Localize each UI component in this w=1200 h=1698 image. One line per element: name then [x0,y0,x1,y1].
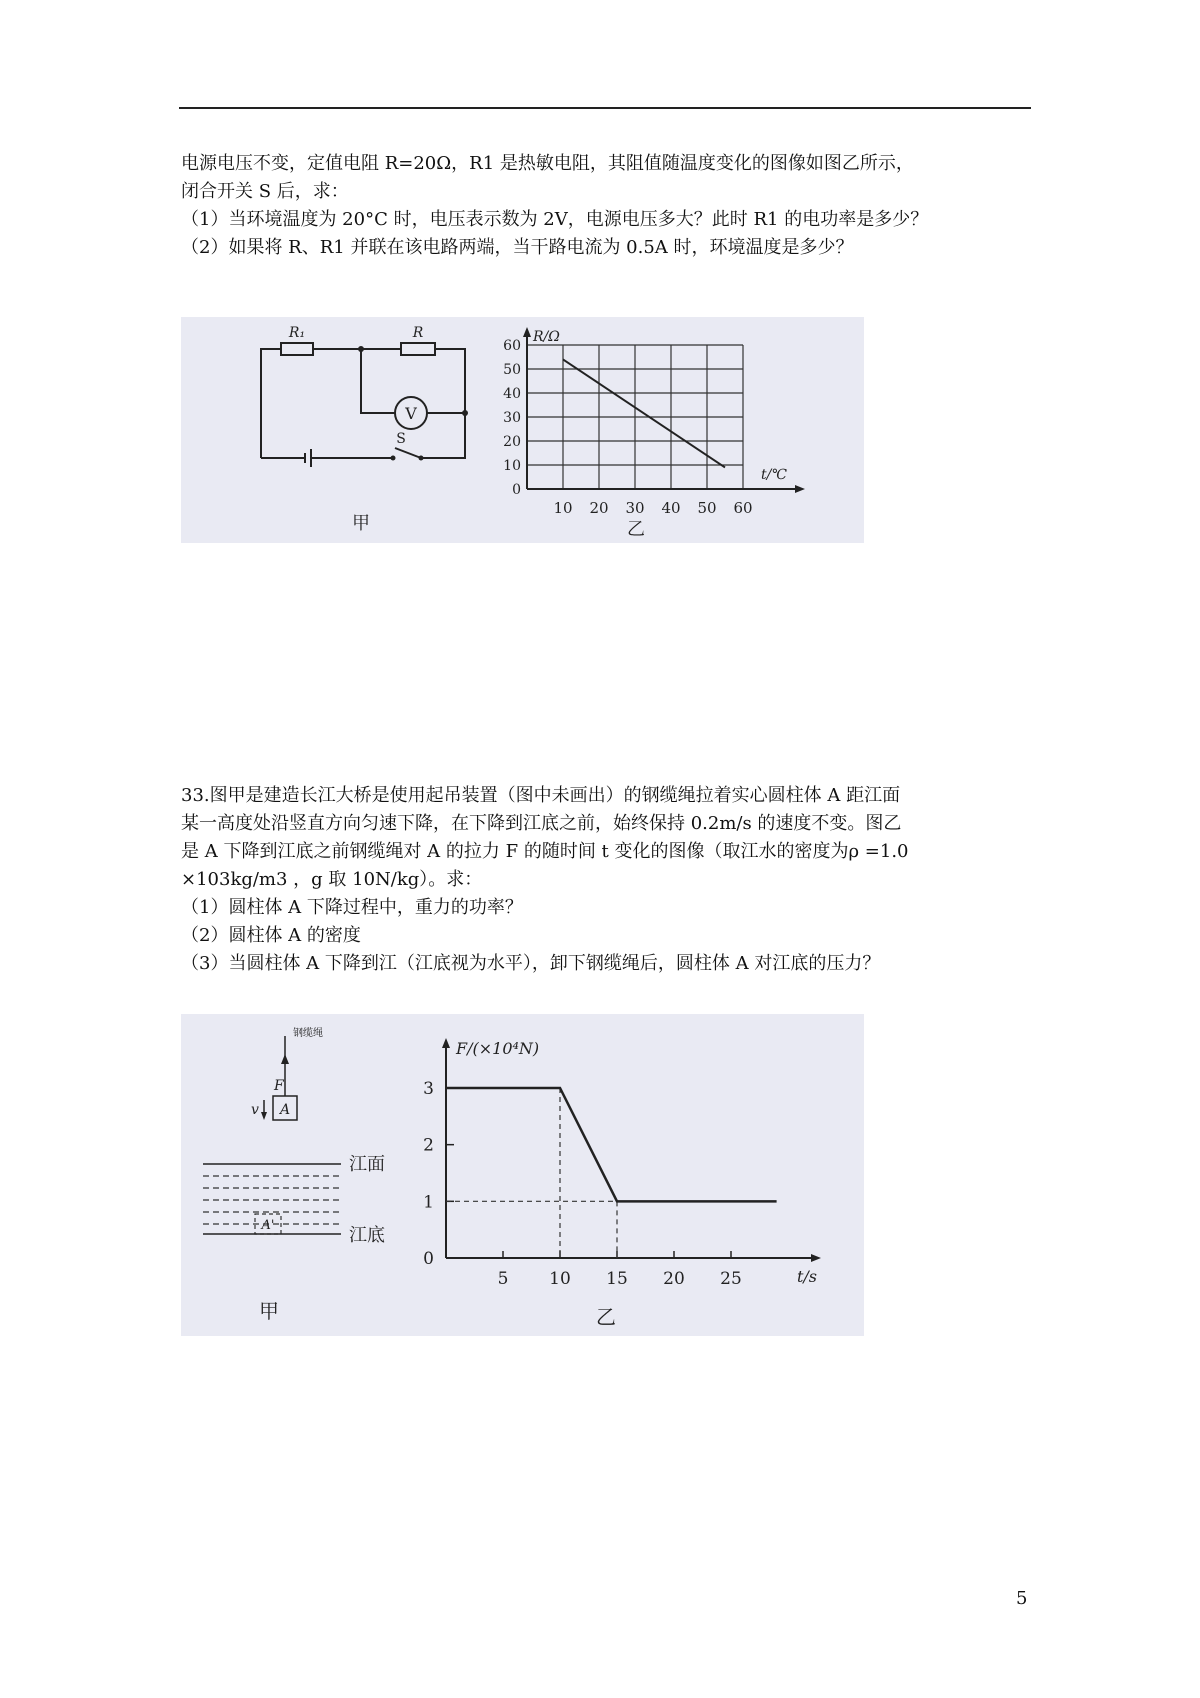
label-voltmeter: V [405,404,417,423]
caption-jia: 甲 [352,513,370,534]
figure-2-svg [181,1014,864,1336]
switch-contact [391,456,396,461]
y-tick-label: 40 [503,386,521,402]
text-line: （2）如果将 R、R1 并联在该电路两端，当干路电流为 0.5A 时，环境温度是多少？ [181,237,854,258]
x-axis-arrow [811,1254,821,1262]
text-line: 电源电压不变，定值电阻 R=20Ω，R1 是热敏电阻，其阻值随温度变化的图像如图乙所示， [181,153,914,174]
x-tick-label: 5 [497,1269,509,1289]
junction [462,410,468,416]
x-tick-labels [553,499,752,517]
x-tick-label: 20 [589,499,609,517]
label-force: F [274,1078,284,1094]
text-line: （3）当圆柱体 A 下降到江（江底视为水平），卸下钢缆绳后，圆柱体 A 对江底的压力？ [181,953,881,974]
x-tick-label: 50 [697,499,717,517]
x-tick-label: 25 [720,1269,742,1289]
y-tick-label: 0 [512,482,521,498]
graph-axes [446,1046,813,1258]
text-line: 33.图甲是建造长江大桥是使用起吊装置（图中未画出）的钢缆绳拉着实心圆柱体 A 距江面 [181,785,901,806]
label-block-bottom: A' [261,1218,275,1233]
axis-ticks [446,1088,731,1258]
y-tick-label: 2 [423,1135,434,1156]
y-tick-label: 20 [503,434,521,450]
caption-jia: 甲 [259,1299,279,1323]
x-tick-label: 20 [663,1269,685,1289]
y-tick-label: 3 [423,1079,434,1099]
y-tick-label: 30 [503,410,521,426]
resistance-temperature-line [563,359,725,467]
x-tick-label: 15 [606,1269,628,1289]
guide-lines [446,1088,617,1258]
label-bottom: 江底 [349,1225,385,1246]
graph-axes [527,333,799,489]
text-line: 某一高度处沿竖直方向匀速下降，在下降到江底之前，始终保持 0.2m/s 的速度不变。图乙 [181,813,902,834]
x-axis-label: t/s [796,1267,817,1286]
text-line: （1）圆柱体 A 下降过程中，重力的功率？ [181,897,523,918]
y-axis-arrow [523,327,531,337]
x-tick-label: 40 [661,499,681,517]
label-cable: 钢缆绳 [293,1028,323,1039]
label-r1: R₁ [288,325,306,341]
switch-s [395,448,421,458]
page-number: 5 [1016,1588,1028,1609]
caption-yi: 乙 [627,519,645,540]
label-surface: 江面 [349,1154,385,1175]
figure-circuit-and-graph [181,317,864,543]
x-axis-arrow [795,485,805,493]
junction [358,346,364,352]
y-tick-label: 0 [423,1249,434,1269]
text-line: ×103kg/m3 ，g 取 10N/kg）。求： [181,869,483,890]
label-r: R [412,325,424,341]
circuit-wire [361,349,395,413]
resistor-r1 [281,343,313,355]
y-tick-label: 1 [423,1192,434,1213]
x-tick-label: 10 [553,499,573,517]
problem-33-text [181,782,1041,978]
text-line: （2）圆柱体 A 的密度 [181,925,361,946]
circuit-wire [261,349,281,458]
y-axis-arrow [442,1038,450,1048]
figure-1-svg [181,317,864,543]
y-axis-label: F/(×10⁴N) [456,1039,540,1058]
label-block: A [279,1102,291,1118]
circuit-wire [421,413,465,458]
y-axis-label: R/Ω [533,329,560,345]
circuit-diagram [261,343,465,467]
x-axis-label: t/℃ [761,467,788,483]
problem-32-text [181,150,1041,262]
resistor-r [401,343,435,355]
x-tick-label: 10 [549,1269,571,1289]
circuit-wire [435,349,465,413]
velocity-arrow-head [261,1112,267,1120]
switch-contact [419,456,424,461]
y-tick-label: 10 [503,458,521,474]
text-line: （1）当环境温度为 20°C 时，电压表示数为 2V，电源电压多大？此时 R1 的电功率是多少？ [181,209,929,230]
text-line: 闭合开关 S 后，求： [181,181,349,202]
label-switch: S [396,431,406,447]
header-rule [179,107,1031,109]
y-tick-label: 60 [503,338,521,354]
x-tick-label: 30 [625,499,645,517]
x-tick-label: 60 [733,499,753,517]
x-tick-labels [498,1269,742,1289]
force-time-line [446,1088,777,1201]
force-arrow [281,1054,289,1064]
graph-grid [527,345,743,489]
y-tick-labels [503,338,521,498]
water-dashes [203,1176,341,1224]
figure-cylinder-and-force-graph [181,1014,864,1336]
text-line: 是 A 下降到江底之前钢缆绳对 A 的拉力 F 的随时间 t 变化的图像（取江水的密度为ρ =1.0 [181,841,909,862]
y-tick-label: 50 [503,362,521,378]
y-tick-labels [423,1079,434,1269]
caption-yi: 乙 [596,1305,616,1329]
label-velocity: v [251,1102,259,1118]
